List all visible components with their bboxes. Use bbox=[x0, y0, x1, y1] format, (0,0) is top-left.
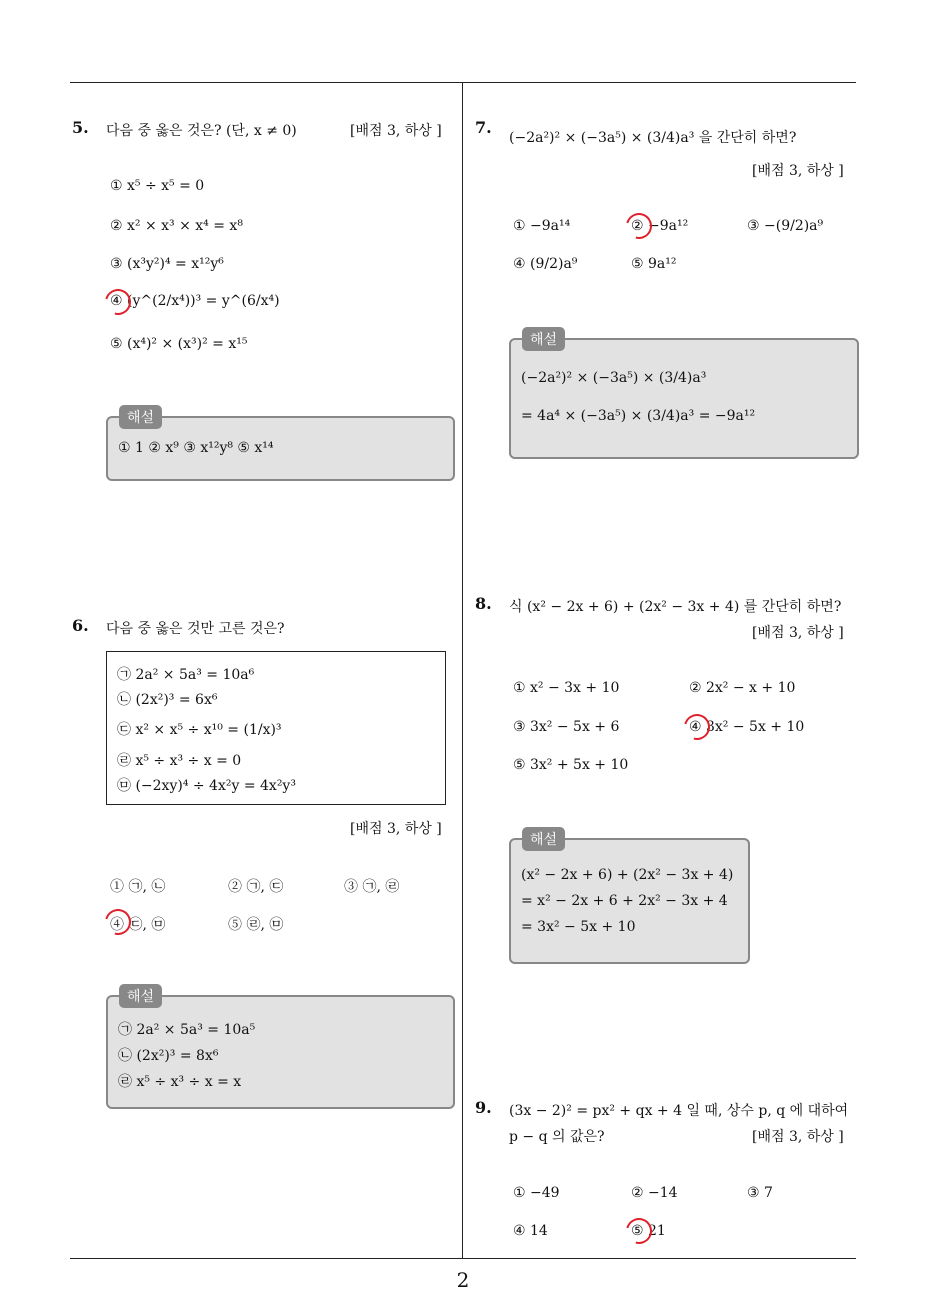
page-number: 2 bbox=[456, 1268, 470, 1292]
choice-2[interactable]: ② −9a¹² bbox=[631, 218, 689, 234]
question-text: 식 (x² − 2x + 6) + (2x² − 3x + 4) 를 간단히 하면? bbox=[509, 599, 842, 615]
explanation-line-3: ㉣ x⁵ ÷ x³ ÷ x = x bbox=[118, 1074, 242, 1090]
explanation-line-1: (x² − 2x + 6) + (2x² − 3x + 4) bbox=[521, 867, 734, 883]
choice-2[interactable]: ② −14 bbox=[631, 1185, 678, 1201]
choice-5[interactable]: ⑤ 3x² + 5x + 10 bbox=[513, 757, 629, 773]
choice-3[interactable]: ③ (x³y²)⁴ = x¹²y⁶ bbox=[110, 256, 224, 272]
explanation-line-3: = 3x² − 5x + 10 bbox=[521, 919, 636, 935]
choice-5[interactable]: ⑤ 9a¹² bbox=[631, 256, 677, 272]
question-number: 7. bbox=[475, 118, 492, 137]
score-meta: [배점 3, 하상 ] bbox=[752, 163, 844, 179]
choice-1[interactable]: ① −49 bbox=[513, 1185, 560, 1201]
choice-2[interactable]: ② x² × x³ × x⁴ = x⁸ bbox=[110, 218, 243, 234]
answer-mark-icon bbox=[100, 284, 136, 320]
question-number: 9. bbox=[475, 1098, 492, 1117]
question-text-line-1: (3x − 2)² = px² + qx + 4 일 때, 상수 p, q 에 대하여 bbox=[509, 1103, 849, 1119]
choice-3[interactable]: ③ 3x² − 5x + 6 bbox=[513, 719, 620, 735]
answer-mark-icon bbox=[621, 208, 657, 244]
explanation-tag: 해설 bbox=[119, 984, 162, 1008]
choice-4[interactable]: ④ 3x² − 5x + 10 bbox=[689, 719, 805, 735]
question-text: 다음 중 옳은 것은? (단, x ≠ 0) bbox=[106, 123, 297, 139]
explanation-line-2: = 4a⁴ × (−3a⁵) × (3/4)a³ = −9a¹² bbox=[521, 408, 756, 424]
choice-3[interactable]: ③ −(9/2)a⁹ bbox=[747, 218, 824, 234]
score-meta: [배점 3, 하상 ] bbox=[752, 625, 844, 641]
choice-2[interactable]: ② ㉠, ㉢ bbox=[228, 879, 284, 895]
question-number: 8. bbox=[475, 594, 492, 613]
choice-4[interactable]: ④ (9/2)a⁹ bbox=[513, 256, 578, 272]
choice-5[interactable]: ⑤ ㉣, ㉤ bbox=[228, 917, 284, 933]
explanation-line-1: (−2a²)² × (−3a⁵) × (3/4)a³ bbox=[521, 370, 707, 386]
question-text: (−2a²)² × (−3a⁵) × (3/4)a³ 을 간단히 하면? bbox=[509, 130, 797, 146]
bottom-rule bbox=[70, 1258, 856, 1259]
choice-1[interactable]: ① x² − 3x + 10 bbox=[513, 680, 620, 696]
score-meta: [배점 3, 하상 ] bbox=[752, 1129, 844, 1145]
statement-4: ㉣ x⁵ ÷ x³ ÷ x = 0 bbox=[117, 753, 242, 769]
statement-box bbox=[106, 651, 446, 805]
choice-1[interactable]: ① x⁵ ÷ x⁵ = 0 bbox=[110, 178, 205, 194]
explanation-line: ① 1 ② x⁹ ③ x¹²y⁸ ⑤ x¹⁴ bbox=[118, 440, 274, 456]
score-meta: [배점 3, 하상 ] bbox=[350, 821, 442, 837]
explanation-tag: 해설 bbox=[522, 827, 565, 851]
choice-3[interactable]: ③ 7 bbox=[747, 1185, 773, 1201]
question-text: 다음 중 옳은 것만 고른 것은? bbox=[106, 621, 285, 637]
statement-1: ㉠ 2a² × 5a³ = 10a⁶ bbox=[117, 667, 255, 683]
answer-mark-icon bbox=[621, 1213, 657, 1249]
explanation-line-2: ㉡ (2x²)³ = 8x⁶ bbox=[118, 1048, 219, 1064]
statement-2: ㉡ (2x²)³ = 6x⁶ bbox=[117, 692, 218, 708]
explanation-line-1: ㉠ 2a² × 5a³ = 10a⁵ bbox=[118, 1022, 256, 1038]
explanation-box bbox=[106, 995, 455, 1109]
choice-4[interactable]: ④ 14 bbox=[513, 1223, 548, 1239]
top-rule bbox=[70, 82, 856, 83]
explanation-box bbox=[509, 338, 859, 459]
choice-2[interactable]: ② 2x² − x + 10 bbox=[689, 680, 796, 696]
statement-3: ㉢ x² × x⁵ ÷ x¹⁰ = (1/x)³ bbox=[117, 722, 282, 738]
choice-4[interactable]: ④ ㉢, ㉤ bbox=[110, 917, 166, 933]
choice-5[interactable]: ⑤ 21 bbox=[631, 1223, 666, 1239]
explanation-tag: 해설 bbox=[522, 327, 565, 351]
choice-5[interactable]: ⑤ (x⁴)² × (x³)² = x¹⁵ bbox=[110, 336, 248, 352]
column-divider bbox=[462, 83, 463, 1259]
explanation-box bbox=[509, 838, 750, 964]
explanation-line-2: = x² − 2x + 6 + 2x² − 3x + 4 bbox=[521, 893, 728, 909]
question-number: 5. bbox=[72, 118, 89, 137]
question-text-line-2: p − q 의 값은? bbox=[509, 1129, 605, 1145]
question-number: 6. bbox=[72, 616, 89, 635]
choice-3[interactable]: ③ ㉠, ㉣ bbox=[344, 879, 400, 895]
choice-1[interactable]: ① −9a¹⁴ bbox=[513, 218, 571, 234]
score-meta: [배점 3, 하상 ] bbox=[350, 123, 442, 139]
answer-mark-icon bbox=[100, 904, 136, 940]
explanation-tag: 해설 bbox=[119, 405, 162, 429]
choice-1[interactable]: ① ㉠, ㉡ bbox=[110, 879, 166, 895]
statement-5: ㉤ (−2xy)⁴ ÷ 4x²y = 4x²y³ bbox=[117, 778, 296, 794]
choice-4[interactable]: ④ (y^(2/x⁴))³ = y^(6/x⁴) bbox=[110, 293, 280, 309]
answer-mark-icon bbox=[679, 709, 715, 745]
